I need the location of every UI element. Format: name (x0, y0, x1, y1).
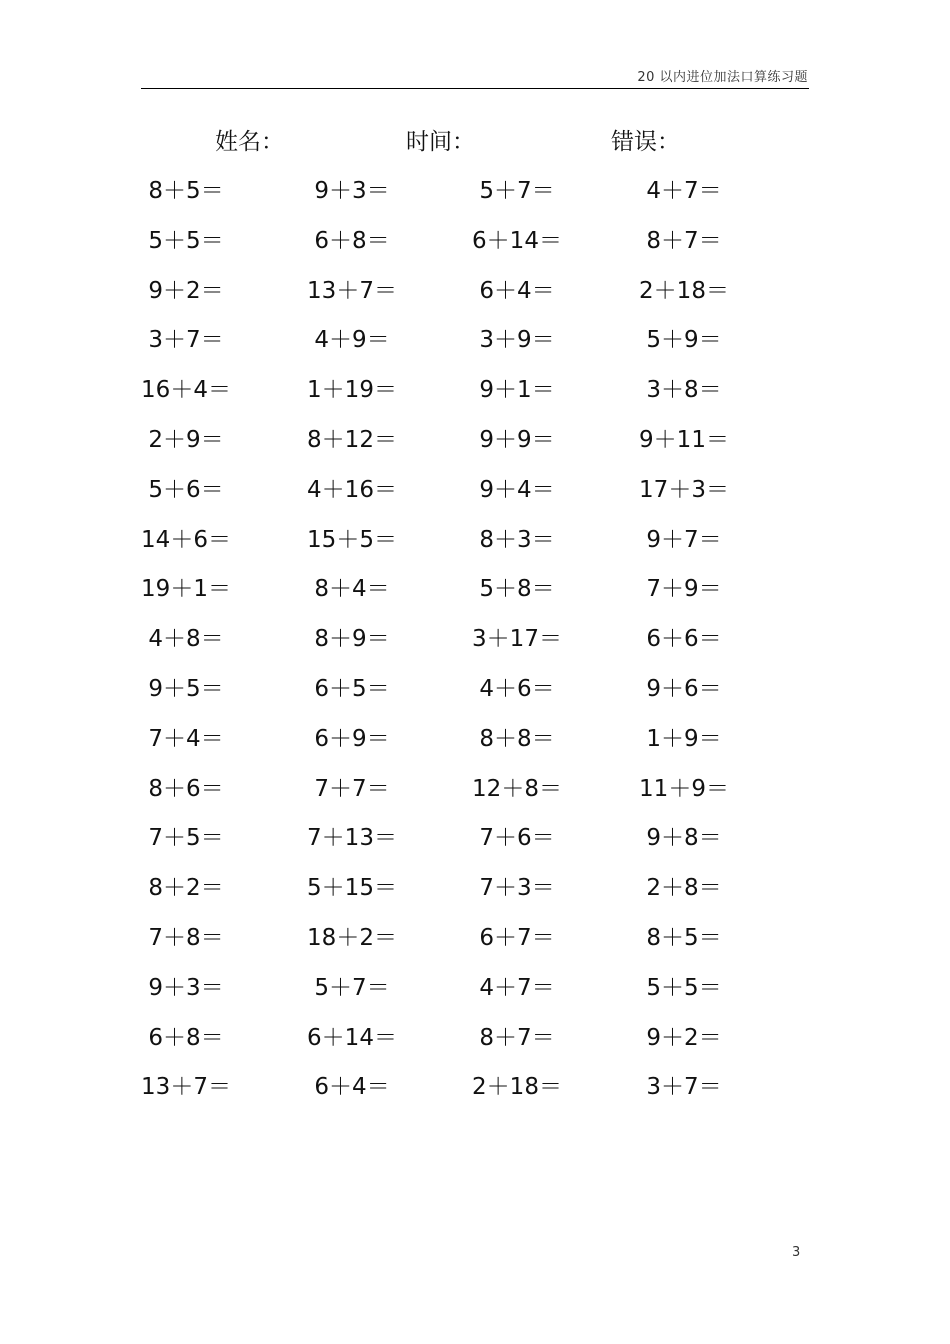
problem-cell: 8＋5＝ (646, 925, 722, 951)
problem-cell: 2＋8＝ (646, 875, 722, 902)
name-label: 姓名： (215, 129, 284, 155)
problem-cell: 9＋2＝ (148, 277, 224, 304)
problem-cell: 4＋9＝ (314, 327, 390, 354)
problem-cell: 9＋7＝ (646, 526, 722, 553)
problem-cell: 8＋7＝ (646, 227, 722, 254)
problem-cell: 4＋7＝ (646, 178, 722, 204)
problem-cell: 5＋15＝ (307, 875, 397, 902)
problem-cell: 7＋13＝ (307, 825, 397, 852)
problem-cell: 9＋1＝ (479, 377, 555, 404)
time-label: 时间： (406, 129, 475, 155)
problem-cell: 19＋1＝ (141, 576, 231, 603)
problem-cell: 9＋5＝ (148, 676, 224, 702)
problem-cell: 8＋5＝ (148, 178, 224, 204)
problem-cell: 5＋9＝ (646, 327, 722, 354)
problem-cell: 9＋6＝ (646, 676, 722, 702)
problem-cell: 7＋9＝ (646, 576, 722, 603)
problem-cell: 8＋2＝ (148, 875, 224, 902)
problem-cell: 6＋8＝ (148, 1024, 224, 1051)
errors-label: 错误： (611, 129, 680, 155)
problem-cell: 16＋4＝ (141, 377, 231, 404)
problem-cell: 9＋9＝ (479, 427, 555, 453)
problem-cell: 9＋3＝ (314, 178, 390, 204)
problem-cell: 17＋3＝ (639, 476, 729, 503)
problem-cell: 5＋6＝ (148, 476, 224, 503)
problem-cell: 6＋9＝ (314, 725, 390, 752)
problem-cell: 2＋18＝ (639, 277, 729, 304)
problem-cell: 6＋8＝ (314, 227, 390, 254)
problem-cell: 8＋9＝ (314, 626, 390, 653)
problem-cell: 4＋7＝ (479, 974, 555, 1001)
problem-cell: 8＋3＝ (479, 526, 555, 553)
problem-cell: 5＋5＝ (646, 974, 722, 1001)
problem-cell: 11＋9＝ (639, 775, 729, 802)
problem-cell: 5＋7＝ (314, 974, 390, 1001)
problem-cell: 9＋2＝ (646, 1024, 722, 1051)
page-number: 3 (792, 1245, 801, 1260)
header-title: 20 以内进位加法口算练习题 (637, 70, 808, 85)
problem-cell: 1＋19＝ (307, 377, 397, 404)
problem-cell: 2＋9＝ (148, 427, 224, 453)
problem-cell: 7＋8＝ (148, 925, 224, 951)
problem-cell: 4＋16＝ (307, 476, 397, 503)
problem-cell: 8＋6＝ (148, 775, 224, 802)
problem-cell: 5＋8＝ (479, 576, 555, 603)
problem-cell: 7＋6＝ (479, 825, 555, 852)
problem-cell: 6＋14＝ (472, 227, 562, 254)
problem-cell: 9＋3＝ (148, 974, 224, 1001)
problem-cell: 14＋6＝ (141, 526, 231, 553)
problem-cell: 1＋9＝ (646, 725, 722, 752)
problem-cell: 3＋7＝ (646, 1074, 722, 1101)
problem-cell: 8＋7＝ (479, 1024, 555, 1051)
problem-cell: 6＋4＝ (314, 1074, 390, 1101)
problem-cell: 4＋6＝ (479, 676, 555, 702)
problem-cell: 6＋6＝ (646, 626, 722, 653)
problem-cell: 3＋8＝ (646, 377, 722, 404)
problem-cell: 18＋2＝ (307, 925, 397, 951)
problem-cell: 13＋7＝ (307, 277, 397, 304)
problem-cell: 3＋9＝ (479, 327, 555, 354)
problem-cell: 8＋4＝ (314, 576, 390, 603)
problem-cell: 7＋5＝ (148, 825, 224, 852)
problem-cell: 5＋7＝ (479, 178, 555, 204)
problem-cell: 3＋17＝ (472, 626, 562, 653)
problem-cell: 7＋4＝ (148, 725, 224, 752)
problem-cell: 8＋12＝ (307, 427, 397, 453)
problem-cell: 7＋7＝ (314, 775, 390, 802)
problem-cell: 12＋8＝ (472, 775, 562, 802)
problem-cell: 2＋18＝ (472, 1074, 562, 1101)
problem-cell: 9＋4＝ (479, 476, 555, 503)
problem-cell: 5＋5＝ (148, 227, 224, 254)
problem-cell: 6＋7＝ (479, 925, 555, 951)
problem-cell: 3＋7＝ (148, 327, 224, 354)
problem-cell: 8＋8＝ (479, 725, 555, 752)
problem-cell: 13＋7＝ (141, 1074, 231, 1101)
problem-cell: 15＋5＝ (307, 526, 397, 553)
problem-cell: 6＋5＝ (314, 676, 390, 702)
problem-cell: 6＋14＝ (307, 1024, 397, 1051)
problem-cell: 4＋8＝ (148, 626, 224, 653)
problem-cell: 6＋4＝ (479, 277, 555, 304)
problem-cell: 9＋11＝ (639, 427, 729, 453)
problem-cell: 7＋3＝ (479, 875, 555, 902)
problem-cell: 9＋8＝ (646, 825, 722, 852)
